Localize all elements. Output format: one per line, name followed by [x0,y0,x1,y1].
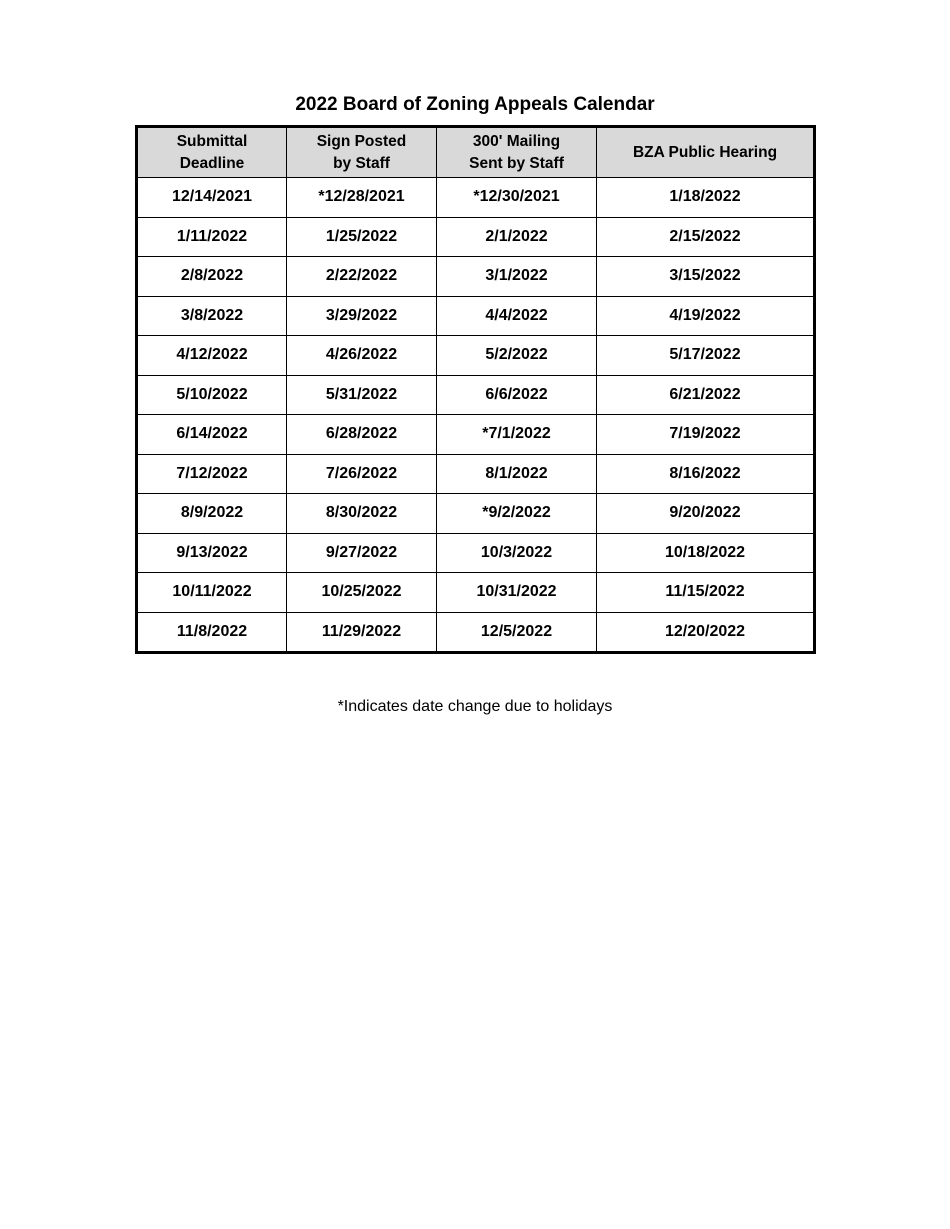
table-cell: 10/18/2022 [597,533,815,573]
table-cell: 3/1/2022 [437,257,597,297]
header-line: Sent by Staff [469,154,564,172]
table-cell: 7/26/2022 [287,454,437,494]
table-cell: 4/26/2022 [287,336,437,376]
header-line: Sign Posted [316,132,407,150]
table-cell: 12/5/2022 [437,612,597,653]
table-row [137,257,815,297]
table-cell: 6/14/2022 [137,415,287,455]
calendar-table [135,125,816,654]
table-row [137,217,815,257]
column-header-mailing-sent [437,127,597,178]
table-cell: 8/1/2022 [437,454,597,494]
table-cell: 3/15/2022 [597,257,815,297]
table-cell: 5/31/2022 [287,375,437,415]
table-cell: 2/8/2022 [137,257,287,297]
table-cell: 9/13/2022 [137,533,287,573]
table-row [137,178,815,218]
table-cell: 1/25/2022 [287,217,437,257]
header-line: Submittal [176,132,248,150]
column-header-sign-posted [287,127,437,178]
table-cell: 6/28/2022 [287,415,437,455]
holiday-footnote: *Indicates date change due to holidays [337,698,613,715]
header-line: 300' Mailing [472,132,561,150]
table-row [137,454,815,494]
column-header-bza-public-hearing [597,127,815,178]
table-row [137,612,815,653]
table-cell: 3/29/2022 [287,296,437,336]
table-cell: 4/4/2022 [437,296,597,336]
table-cell: 1/18/2022 [597,178,815,218]
header-line: Deadline [179,154,245,172]
header-row [137,127,815,178]
table-cell: 7/19/2022 [597,415,815,455]
table-cell: 10/25/2022 [287,573,437,613]
table-cell: 1/11/2022 [137,217,287,257]
table-cell: 7/12/2022 [137,454,287,494]
table-cell: 6/6/2022 [437,375,597,415]
table-cell: 3/8/2022 [137,296,287,336]
table-cell: 12/14/2021 [137,178,287,218]
table-cell: 9/20/2022 [597,494,815,534]
table-cell: 11/29/2022 [287,612,437,653]
table-cell: *7/1/2022 [437,415,597,455]
table-cell: 10/3/2022 [437,533,597,573]
table-cell: 5/17/2022 [597,336,815,376]
table-cell: 2/22/2022 [287,257,437,297]
table-cell: 2/15/2022 [597,217,815,257]
table-row [137,494,815,534]
table-cell: 8/30/2022 [287,494,437,534]
table-cell: 4/19/2022 [597,296,815,336]
header-line: BZA Public Hearing [632,143,778,161]
table-cell: 10/31/2022 [437,573,597,613]
header-line: by Staff [333,154,390,172]
table-row [137,296,815,336]
table-cell: 5/10/2022 [137,375,287,415]
table-row [137,336,815,376]
table-row [137,375,815,415]
table-cell: 11/15/2022 [597,573,815,613]
table-cell: 9/27/2022 [287,533,437,573]
table-cell: 4/12/2022 [137,336,287,376]
column-header-submittal-deadline [137,127,287,178]
table-cell: *12/28/2021 [287,178,437,218]
table-cell: *9/2/2022 [437,494,597,534]
table-cell: *12/30/2021 [437,178,597,218]
table-row [137,573,815,613]
table-cell: 2/1/2022 [437,217,597,257]
page-title: 2022 Board of Zoning Appeals Calendar [295,94,655,115]
table-cell: 8/9/2022 [137,494,287,534]
table-cell: 12/20/2022 [597,612,815,653]
table-row [137,415,815,455]
table-cell: 8/16/2022 [597,454,815,494]
table-cell: 10/11/2022 [137,573,287,613]
table-cell: 11/8/2022 [137,612,287,653]
table-row [137,533,815,573]
table-cell: 6/21/2022 [597,375,815,415]
table-cell: 5/2/2022 [437,336,597,376]
